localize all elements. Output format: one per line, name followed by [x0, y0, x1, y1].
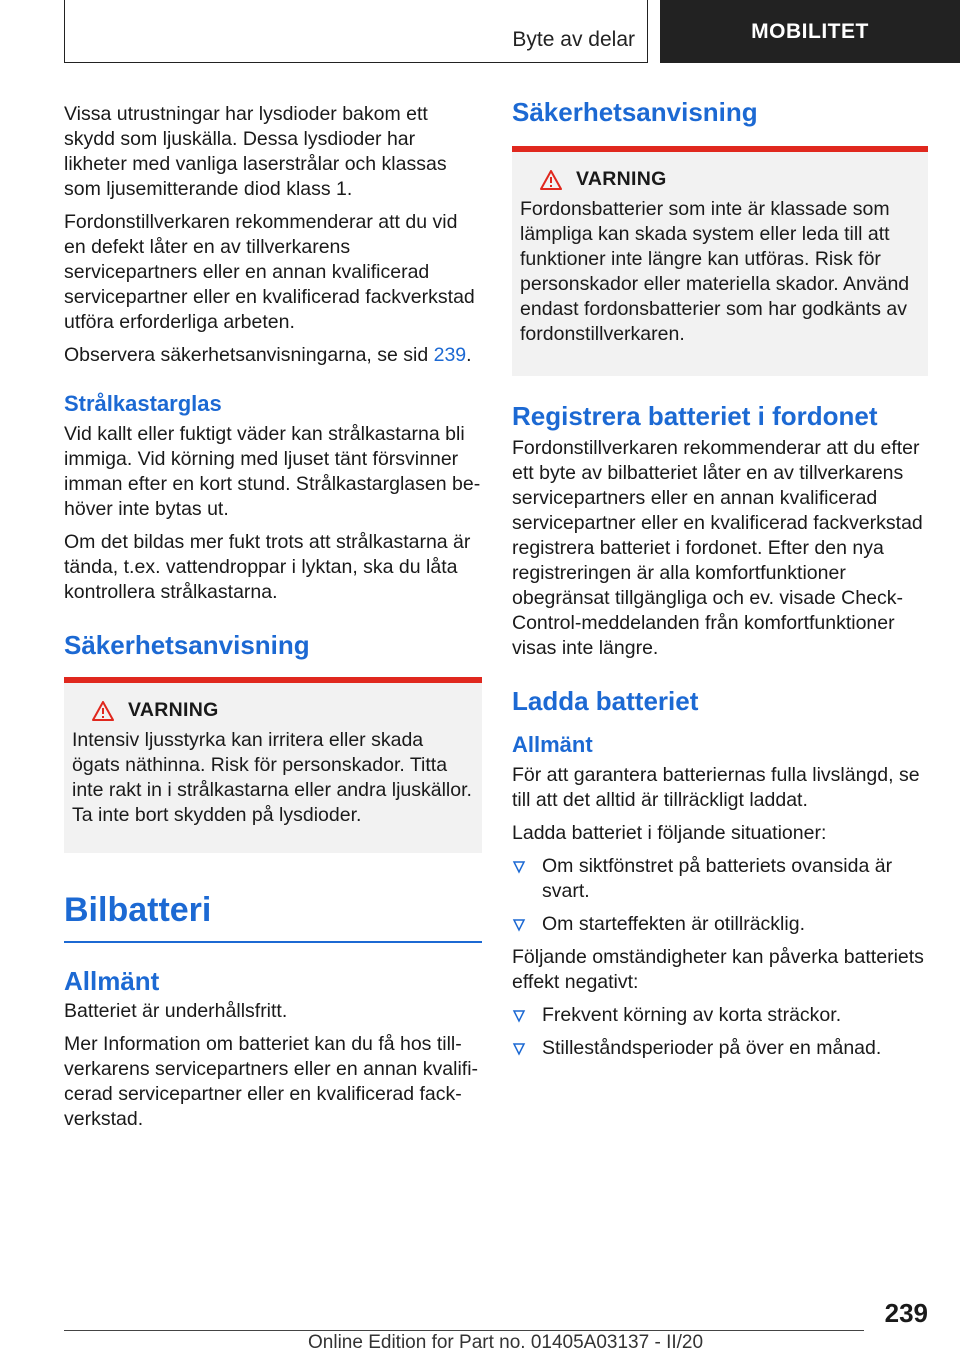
list-item: Frekvent körning av korta sträckor.	[512, 1003, 928, 1028]
warning-title: VARNING	[576, 168, 667, 190]
warning-header	[520, 168, 920, 191]
header-chapter-tab: MOBILITET	[660, 0, 960, 63]
heading-charge-battery: Ladda batteriet	[512, 686, 699, 716]
right-column	[512, 96, 928, 1069]
heading-headlight-glass: Strålkastarglas	[64, 391, 222, 416]
paragraph: Batteriet är underhållsfritt.	[64, 1000, 288, 1022]
header-section-box	[64, 0, 648, 63]
list-item: Om siktfönstret på batteriets ovansida är svart.	[512, 854, 928, 904]
warning-header	[72, 699, 474, 722]
footer-divider	[64, 1330, 864, 1331]
paragraph: Vissa utrustningar har lysdioder bakom ett skydd som ljuskälla. Dessa lysdioder har likheter med vanliga laserstrålar och klassas som ljusemitterande diod klass 1.	[64, 103, 447, 200]
left-column	[64, 102, 482, 1140]
triangle-bullet-icon	[512, 1042, 526, 1056]
paragraph: Fordonstillverkaren rekommenderar att du vid en defekt låter en av tillverkarens servicepartners eller en annan kvalificerad servicepartner eller en kvalificerad fackverkstad utföra erforderliga arbeten.	[64, 211, 475, 333]
list-charge-situations	[512, 854, 928, 937]
paragraph: Mer Information om batteriet kan du få hos tillverkarens servicepartners eller en annan kvalificerad servicepartner eller en kvalificerad fackverkstad.	[64, 1033, 479, 1130]
triangle-bullet-icon	[512, 918, 526, 932]
heading-car-battery: Bilbatteri	[64, 889, 482, 943]
triangle-bullet-icon	[512, 1009, 526, 1023]
triangle-bullet-icon	[512, 860, 526, 874]
heading-general: Allmänt	[512, 732, 593, 757]
paragraph: Om det bildas mer fukt trots att strålkastarna är tända, t.ex. vattendroppar i lyktan, ska du låta kontrollera strålkastarna.	[64, 531, 471, 603]
warning-box	[512, 146, 928, 376]
paragraph: Vid kallt eller fuktigt väder kan strålkastarna bli immiga. Vid körning med ljuset tänt försvinner imman efter en kort stund. Strålkastarglasen behöver inte bytas ut.	[64, 423, 481, 520]
footer-edition: Online Edition for Part no. 01405A03137 - II/20	[308, 1332, 704, 1353]
paragraph: Observera säkerhetsanvisningarna, se sid 239.	[64, 344, 472, 366]
header-section-title: Byte av delar	[512, 28, 635, 51]
page-number: 239	[884, 1298, 928, 1328]
warning-title: VARNING	[128, 699, 219, 721]
list-item: Stilleståndsperioder på över en månad.	[512, 1036, 928, 1061]
paragraph: För att garantera batteriernas fulla livslängd, se till att det alltid är tillräckligt laddat.	[512, 764, 920, 811]
warning-triangle-icon	[540, 170, 562, 190]
warning-box	[64, 677, 482, 853]
warning-text: Fordonsbatterier som inte är klassade som lämpliga kan skada system eller leda till att funktioner inte längre kan utföras. Risk för personskador eller materiella skador. Använd endast fordonsbatterier som har godkänts av fordonstillverkaren.	[520, 198, 910, 345]
heading-safety-notice: Säkerhetsanvisning	[64, 630, 310, 660]
warning-triangle-icon	[92, 701, 114, 721]
heading-general: Allmänt	[64, 966, 160, 996]
paragraph: Fordonstillverkaren rekommenderar att du efter ett byte av bilbatteriet låter en av tillverkarens servicepartners eller en annan kvalificerad servicepartner eller en kvalificerad fackverkstad registrera batteriet i fordonet. Efter den nya registreringen är alla komfortfunktioner obegränsat tillgängliga och ev. visade Check-Control-meddelanden från komfortfunktioner visas inte längre.	[512, 437, 923, 659]
warning-text: Intensiv ljusstyrka kan irritera eller skada ögats näthinna. Risk för personskador. Titta inte rakt in i strålkastarna eller andra ljuskällor. Ta inte bort skydden på lysdioder.	[72, 729, 472, 826]
list-negative-factors	[512, 1003, 928, 1061]
list-item: Om starteffekten är otillräcklig.	[512, 912, 928, 937]
heading-register-battery: Registrera batteriet i fordonet	[512, 401, 878, 431]
paragraph: Ladda batteriet i följande situationer:	[512, 822, 827, 844]
heading-safety-notice: Säkerhetsanvisning	[512, 97, 758, 127]
paragraph: Följande omständigheter kan påverka batteriets effekt negativt:	[512, 946, 924, 993]
page-link[interactable]: 239	[433, 344, 467, 366]
